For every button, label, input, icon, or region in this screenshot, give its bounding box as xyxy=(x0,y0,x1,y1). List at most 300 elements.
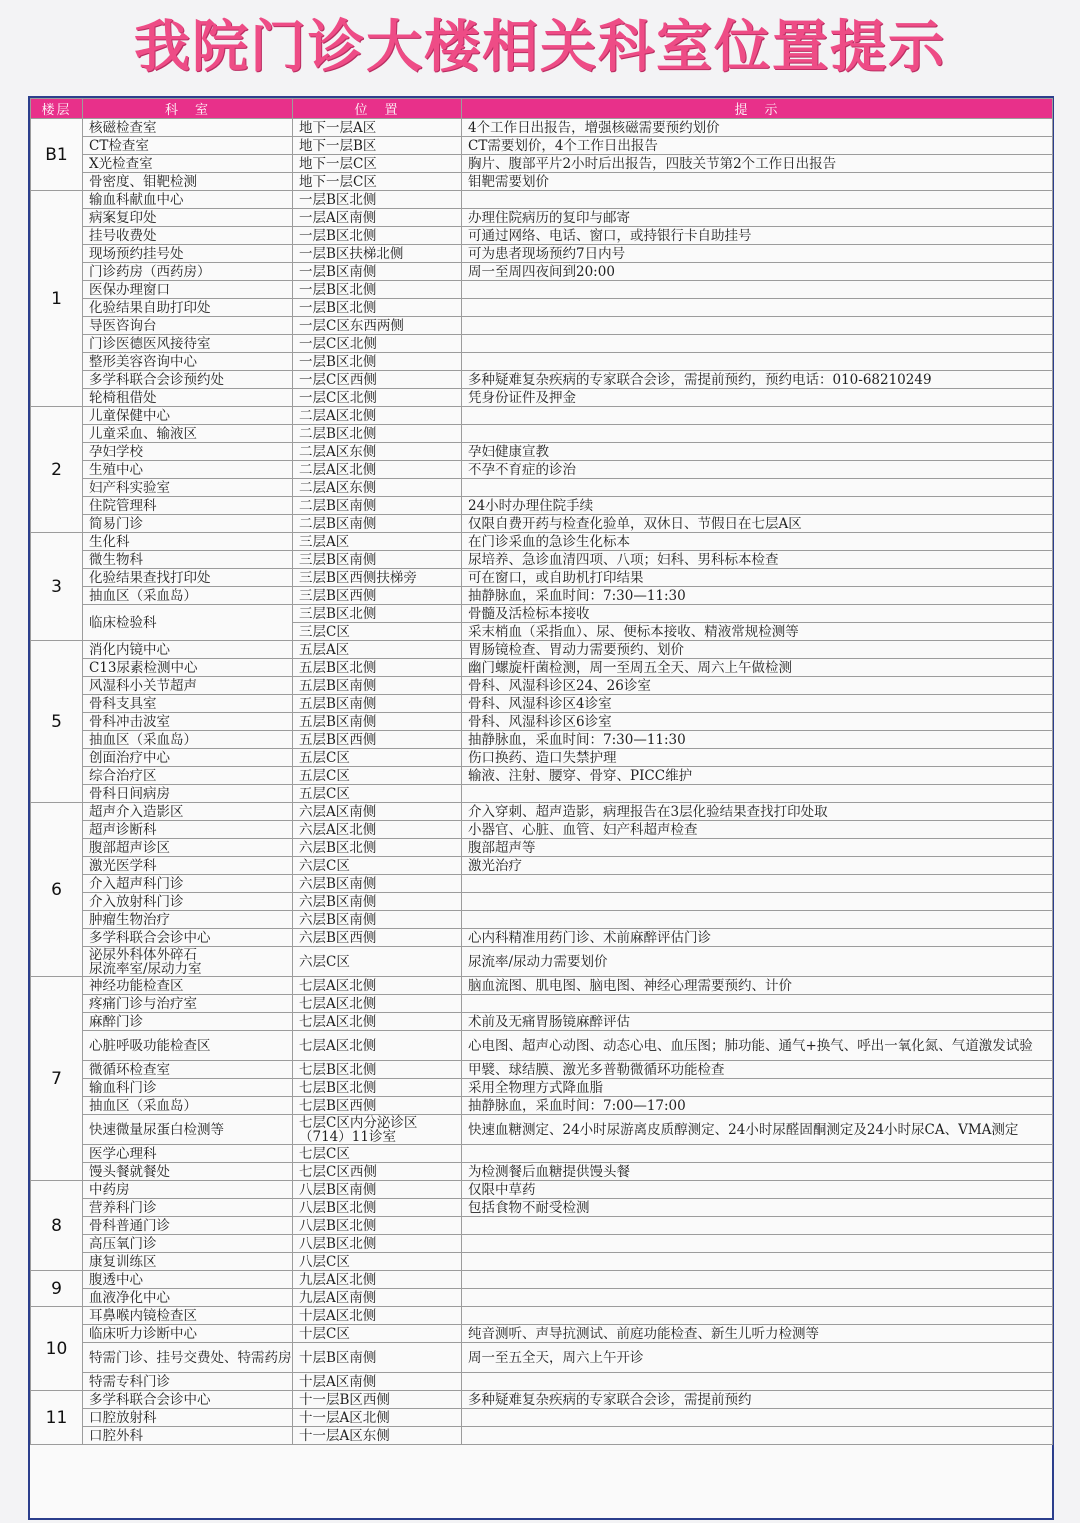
table-row xyxy=(31,407,1053,425)
floor-cell: 7 xyxy=(31,977,83,1181)
location-cell: 六层B区北侧 xyxy=(293,839,462,857)
department-cell: 疼痛门诊与治疗室 xyxy=(83,995,293,1013)
department-cell: 耳鼻喉内镜检查区 xyxy=(83,1307,293,1325)
table-row xyxy=(31,479,1053,497)
location-cell: 六层C区 xyxy=(293,857,462,875)
floor-cell: 6 xyxy=(31,803,83,977)
tip-cell: 骨髓及活检标本接收 xyxy=(462,605,1053,623)
location-cell: 一层B区扶梯北侧 xyxy=(293,245,462,263)
department-cell: 抽血区（采血岛） xyxy=(83,731,293,749)
table-row xyxy=(31,461,1053,479)
department-cell: 综合治疗区 xyxy=(83,767,293,785)
table-row xyxy=(31,929,1053,947)
department-cell: 临床检验科 xyxy=(83,605,293,641)
location-cell: 三层B区南侧 xyxy=(293,551,462,569)
table-row xyxy=(31,677,1053,695)
tip-cell xyxy=(462,1289,1053,1307)
department-cell: 多学科联合会诊中心 xyxy=(83,1391,293,1409)
department-cell: 现场预约挂号处 xyxy=(83,245,293,263)
location-cell: 六层A区北侧 xyxy=(293,821,462,839)
tip-cell xyxy=(462,281,1053,299)
table-row xyxy=(31,1391,1053,1409)
table-header-row xyxy=(31,99,1053,119)
tip-cell: 凭身份证件及押金 xyxy=(462,389,1053,407)
department-cell: 多学科联合会诊中心 xyxy=(83,929,293,947)
table-row xyxy=(31,767,1053,785)
location-cell: 七层C区 xyxy=(293,1145,462,1163)
page-title: 我院门诊大楼相关科室位置提示 xyxy=(134,15,946,80)
location-cell: 一层C区北侧 xyxy=(293,389,462,407)
table-row xyxy=(31,1145,1053,1163)
location-cell: 八层B区北侧 xyxy=(293,1217,462,1235)
location-cell: 六层B区南侧 xyxy=(293,875,462,893)
table-row xyxy=(31,155,1053,173)
department-cell: 医保办理窗口 xyxy=(83,281,293,299)
table-row xyxy=(31,695,1053,713)
location-cell: 五层C区 xyxy=(293,785,462,803)
department-cell: 妇产科实验室 xyxy=(83,479,293,497)
department-cell: 孕妇学校 xyxy=(83,443,293,461)
table-row xyxy=(31,1115,1053,1145)
location-cell: 五层B区西侧 xyxy=(293,731,462,749)
table-row xyxy=(31,317,1053,335)
location-cell: 十层C区 xyxy=(293,1325,462,1343)
tip-cell: 抽静脉血，采血时间：7:30—11:30 xyxy=(462,587,1053,605)
table-row xyxy=(31,605,1053,623)
table-row xyxy=(31,173,1053,191)
table-row xyxy=(31,299,1053,317)
department-cell: 激光医学科 xyxy=(83,857,293,875)
location-cell: 二层A区东侧 xyxy=(293,479,462,497)
department-cell: 抽血区（采血岛） xyxy=(83,1097,293,1115)
tip-cell: CT需要划价，4个工作日出报告 xyxy=(462,137,1053,155)
department-cell: 中药房 xyxy=(83,1181,293,1199)
department-cell: 轮椅租借处 xyxy=(83,389,293,407)
table-row xyxy=(31,1079,1053,1097)
tip-cell: 抽静脉血，采血时间：7:30—11:30 xyxy=(462,731,1053,749)
tip-cell xyxy=(462,1217,1053,1235)
department-cell: 馒头餐就餐处 xyxy=(83,1163,293,1181)
location-cell: 七层C区内分泌诊区（714）11诊室 xyxy=(293,1115,462,1145)
tip-cell: 4个工作日出报告，增强核磁需要预约划价 xyxy=(462,119,1053,137)
department-cell: 住院管理科 xyxy=(83,497,293,515)
tip-cell: 可通过网络、电话、窗口，或持银行卡自助挂号 xyxy=(462,227,1053,245)
table-row xyxy=(31,497,1053,515)
location-cell: 五层A区 xyxy=(293,641,462,659)
table-row xyxy=(31,1013,1053,1031)
table-row xyxy=(31,713,1053,731)
header-department: 科 室 xyxy=(83,99,293,119)
tip-cell: 办理住院病历的复印与邮寄 xyxy=(462,209,1053,227)
tip-cell xyxy=(462,335,1053,353)
table-row xyxy=(31,569,1053,587)
location-cell: 一层B区北侧 xyxy=(293,353,462,371)
table-row xyxy=(31,995,1053,1013)
table-row xyxy=(31,389,1053,407)
tip-cell: 为检测餐后血糖提供馒头餐 xyxy=(462,1163,1053,1181)
tip-cell xyxy=(462,1145,1053,1163)
table-row xyxy=(31,335,1053,353)
floor-cell: 11 xyxy=(31,1391,83,1445)
tip-cell: 激光治疗 xyxy=(462,857,1053,875)
location-cell: 二层A区东侧 xyxy=(293,443,462,461)
location-cell: 七层A区北侧 xyxy=(293,1013,462,1031)
location-cell: 一层B区北侧 xyxy=(293,299,462,317)
department-cell: 超声介入造影区 xyxy=(83,803,293,821)
department-cell: 营养科门诊 xyxy=(83,1199,293,1217)
location-cell: 三层B区西侧 xyxy=(293,587,462,605)
department-cell: 简易门诊 xyxy=(83,515,293,533)
location-cell: 十一层A区东侧 xyxy=(293,1427,462,1445)
table-row xyxy=(31,1373,1053,1391)
department-cell: 腹部超声诊区 xyxy=(83,839,293,857)
tip-cell: 介入穿刺、超声造影，病理报告在3层化验结果查找打印处取 xyxy=(462,803,1053,821)
tip-cell: 输液、注射、腰穿、骨穿、PICC维护 xyxy=(462,767,1053,785)
department-cell: 消化内镜中心 xyxy=(83,641,293,659)
table-row xyxy=(31,839,1053,857)
floor-cell: 10 xyxy=(31,1307,83,1391)
location-cell: 七层B区北侧 xyxy=(293,1079,462,1097)
tip-cell: 伤口换药、造口失禁护理 xyxy=(462,749,1053,767)
table-row xyxy=(31,1343,1053,1373)
location-cell: 八层B区北侧 xyxy=(293,1199,462,1217)
tip-cell: 周一至周四夜间到20:00 xyxy=(462,263,1053,281)
table-row xyxy=(31,947,1053,977)
tip-cell xyxy=(462,1253,1053,1271)
tip-cell: 在门诊采血的急诊生化标本 xyxy=(462,533,1053,551)
location-cell: 七层A区北侧 xyxy=(293,1031,462,1061)
department-cell: 整形美容咨询中心 xyxy=(83,353,293,371)
department-cell: 超声诊断科 xyxy=(83,821,293,839)
department-location-table xyxy=(28,96,1054,1520)
location-cell: 一层C区西侧 xyxy=(293,371,462,389)
floor-cell: 2 xyxy=(31,407,83,533)
tip-cell: 骨科、风湿科诊区4诊室 xyxy=(462,695,1053,713)
tip-cell: 术前及无痛胃肠镜麻醉评估 xyxy=(462,1013,1053,1031)
tip-cell: 胸片、腹部平片2小时后出报告，四肢关节第2个工作日出报告 xyxy=(462,155,1053,173)
tip-cell xyxy=(462,875,1053,893)
location-cell: 一层B区南侧 xyxy=(293,263,462,281)
tip-cell: 甲襞、球结膜、激光多普勒微循环功能检查 xyxy=(462,1061,1053,1079)
tip-cell xyxy=(462,995,1053,1013)
department-cell: 病案复印处 xyxy=(83,209,293,227)
table-row xyxy=(31,1097,1053,1115)
table-row xyxy=(31,1181,1053,1199)
tip-cell xyxy=(462,893,1053,911)
location-cell: 十层B区南侧 xyxy=(293,1343,462,1373)
location-cell: 七层B区北侧 xyxy=(293,1061,462,1079)
location-cell: 五层C区 xyxy=(293,767,462,785)
department-cell: 高压氧门诊 xyxy=(83,1235,293,1253)
floor-cell: B1 xyxy=(31,119,83,191)
department-cell: 生化科 xyxy=(83,533,293,551)
tip-cell xyxy=(462,1373,1053,1391)
table-row xyxy=(31,977,1053,995)
tip-cell xyxy=(462,299,1053,317)
table-row xyxy=(31,587,1053,605)
tip-cell: 采用全物理方式降血脂 xyxy=(462,1079,1053,1097)
location-cell: 三层B区西侧扶梯旁 xyxy=(293,569,462,587)
tip-cell xyxy=(462,425,1053,443)
table-row xyxy=(31,1409,1053,1427)
tip-cell: 骨科、风湿科诊区24、26诊室 xyxy=(462,677,1053,695)
location-cell: 七层C区西侧 xyxy=(293,1163,462,1181)
department-cell: 输血科门诊 xyxy=(83,1079,293,1097)
tip-cell: 可为患者现场预约7日内号 xyxy=(462,245,1053,263)
department-cell: 口腔外科 xyxy=(83,1427,293,1445)
location-cell: 地下一层B区 xyxy=(293,137,462,155)
table-row xyxy=(31,245,1053,263)
tip-cell: 24小时办理住院手续 xyxy=(462,497,1053,515)
department-cell: 骨科支具室 xyxy=(83,695,293,713)
department-cell: 输血科献血中心 xyxy=(83,191,293,209)
tip-cell: 包括食物不耐受检测 xyxy=(462,1199,1053,1217)
department-cell: 特需专科门诊 xyxy=(83,1373,293,1391)
table-row xyxy=(31,1325,1053,1343)
tip-cell: 胃肠镜检查、胃动力需要预约、划价 xyxy=(462,641,1053,659)
location-cell: 五层C区 xyxy=(293,749,462,767)
table-row xyxy=(31,803,1053,821)
location-cell: 二层A区北侧 xyxy=(293,407,462,425)
department-cell: 风湿科小关节超声 xyxy=(83,677,293,695)
tip-cell: 多种疑难复杂疾病的专家联合会诊，需提前预约，预约电话：010-68210249 xyxy=(462,371,1053,389)
table-row xyxy=(31,731,1053,749)
department-cell: 介入超声科门诊 xyxy=(83,875,293,893)
table-row xyxy=(31,515,1053,533)
department-cell: 微循环检查室 xyxy=(83,1061,293,1079)
location-cell: 八层C区 xyxy=(293,1253,462,1271)
floor-cell: 3 xyxy=(31,533,83,641)
location-cell: 一层A区南侧 xyxy=(293,209,462,227)
table-row xyxy=(31,875,1053,893)
department-cell: 骨科普通门诊 xyxy=(83,1217,293,1235)
tip-cell: 尿培养、急诊血清四项、八项；妇科、男科标本检查 xyxy=(462,551,1053,569)
location-cell: 一层B区北侧 xyxy=(293,191,462,209)
tip-cell: 钼靶需要划价 xyxy=(462,173,1053,191)
table-row xyxy=(31,281,1053,299)
location-cell: 六层B区南侧 xyxy=(293,911,462,929)
header-location: 位 置 xyxy=(293,99,462,119)
table-row xyxy=(31,1163,1053,1181)
tip-cell xyxy=(462,785,1053,803)
department-cell: 肿瘤生物治疗 xyxy=(83,911,293,929)
tip-cell: 尿流率/尿动力需要划价 xyxy=(462,947,1053,977)
tip-cell xyxy=(462,1307,1053,1325)
location-cell: 一层C区东西两侧 xyxy=(293,317,462,335)
table-row xyxy=(31,1253,1053,1271)
tip-cell xyxy=(462,911,1053,929)
location-cell: 一层B区北侧 xyxy=(293,281,462,299)
header-floor: 楼层 xyxy=(31,99,83,119)
table-row xyxy=(31,659,1053,677)
tip-cell: 心内科精准用药门诊、术前麻醉评估门诊 xyxy=(462,929,1053,947)
department-cell: 医学心理科 xyxy=(83,1145,293,1163)
table-row xyxy=(31,893,1053,911)
location-cell: 九层A区南侧 xyxy=(293,1289,462,1307)
floor-cell: 8 xyxy=(31,1181,83,1271)
table-row xyxy=(31,119,1053,137)
location-cell: 地下一层A区 xyxy=(293,119,462,137)
location-cell: 三层A区 xyxy=(293,533,462,551)
location-cell: 九层A区北侧 xyxy=(293,1271,462,1289)
table-body xyxy=(31,119,1053,1445)
location-cell: 五层B区北侧 xyxy=(293,659,462,677)
table-row xyxy=(31,641,1053,659)
tip-cell: 多种疑难复杂疾病的专家联合会诊，需提前预约 xyxy=(462,1391,1053,1409)
table-row xyxy=(31,785,1053,803)
location-cell: 六层C区 xyxy=(293,947,462,977)
location-cell: 六层B区西侧 xyxy=(293,929,462,947)
location-cell: 二层B区北侧 xyxy=(293,425,462,443)
location-cell: 二层B区南侧 xyxy=(293,497,462,515)
tip-cell: 脑血流图、肌电图、脑电图、神经心理需要预约、计价 xyxy=(462,977,1053,995)
tip-cell: 快速血糖测定、24小时尿游离皮质醇测定、24小时尿醛固酮测定及24小时尿CA、VMA测定 xyxy=(462,1115,1053,1145)
table-row xyxy=(31,1217,1053,1235)
location-cell: 一层C区北侧 xyxy=(293,335,462,353)
department-cell: 快速微量尿蛋白检测等 xyxy=(83,1115,293,1145)
tip-cell: 小器官、心脏、血管、妇产科超声检查 xyxy=(462,821,1053,839)
location-cell: 三层B区北侧 xyxy=(293,605,462,623)
department-cell: 泌尿外科体外碎石 尿流率室/尿动力室 xyxy=(83,947,293,977)
location-cell: 五层B区南侧 xyxy=(293,677,462,695)
department-cell: 化验结果自助打印处 xyxy=(83,299,293,317)
location-cell: 七层A区北侧 xyxy=(293,995,462,1013)
tip-cell: 骨科、风湿科诊区6诊室 xyxy=(462,713,1053,731)
location-cell: 七层A区北侧 xyxy=(293,977,462,995)
table-row xyxy=(31,1289,1053,1307)
location-cell: 六层A区南侧 xyxy=(293,803,462,821)
department-cell: 骨密度、钼靶检测 xyxy=(83,173,293,191)
department-cell: 核磁检查室 xyxy=(83,119,293,137)
department-cell: 儿童采血、输液区 xyxy=(83,425,293,443)
table-row xyxy=(31,371,1053,389)
location-cell: 八层B区北侧 xyxy=(293,1235,462,1253)
department-cell: X光检查室 xyxy=(83,155,293,173)
tip-cell xyxy=(462,353,1053,371)
location-cell: 二层B区南侧 xyxy=(293,515,462,533)
tip-cell: 仅限自费开药与检查化验单，双休日、节假日在七层A区 xyxy=(462,515,1053,533)
department-cell: 儿童保健中心 xyxy=(83,407,293,425)
tip-cell xyxy=(462,191,1053,209)
location-cell: 十一层B区西侧 xyxy=(293,1391,462,1409)
department-cell: 介入放射科门诊 xyxy=(83,893,293,911)
tip-cell xyxy=(462,1235,1053,1253)
location-cell: 八层B区南侧 xyxy=(293,1181,462,1199)
table-row xyxy=(31,1061,1053,1079)
tip-cell: 孕妇健康宣教 xyxy=(462,443,1053,461)
location-cell: 十层A区北侧 xyxy=(293,1307,462,1325)
tip-cell xyxy=(462,479,1053,497)
department-cell: 门诊药房（西药房） xyxy=(83,263,293,281)
location-cell: 十层A区南侧 xyxy=(293,1373,462,1391)
tip-cell: 采末梢血（采指血）、尿、便标本接收、精液常规检测等 xyxy=(462,623,1053,641)
location-cell: 地下一层C区 xyxy=(293,155,462,173)
tip-cell: 心电图、超声心动图、动态心电、血压图；肺功能、通气+换气、呼出一氧化氮、气道激发试验 xyxy=(462,1031,1053,1061)
table-row xyxy=(31,1307,1053,1325)
department-cell: 化验结果查找打印处 xyxy=(83,569,293,587)
tip-cell: 纯音测听、声导抗测试、前庭功能检查、新生儿听力检测等 xyxy=(462,1325,1053,1343)
location-cell: 五层B区南侧 xyxy=(293,695,462,713)
table-row xyxy=(31,1199,1053,1217)
tip-cell: 抽静脉血，采血时间：7:00—17:00 xyxy=(462,1097,1053,1115)
department-cell: 门诊医德医风接待室 xyxy=(83,335,293,353)
table-row xyxy=(31,749,1053,767)
table-row xyxy=(31,443,1053,461)
department-cell: 骨科冲击波室 xyxy=(83,713,293,731)
department-cell: 特需门诊、挂号交费处、特需药房 xyxy=(83,1343,293,1373)
table-row xyxy=(31,533,1053,551)
location-cell: 十一层A区北侧 xyxy=(293,1409,462,1427)
department-cell: 微生物科 xyxy=(83,551,293,569)
table-row xyxy=(31,1271,1053,1289)
location-cell: 五层B区南侧 xyxy=(293,713,462,731)
tip-cell xyxy=(462,1427,1053,1445)
tip-cell: 周一至五全天，周六上午开诊 xyxy=(462,1343,1053,1373)
department-cell: 康复训练区 xyxy=(83,1253,293,1271)
department-cell: 导医咨询台 xyxy=(83,317,293,335)
department-cell: 临床听力诊断中心 xyxy=(83,1325,293,1343)
department-cell: 抽血区（采血岛） xyxy=(83,587,293,605)
department-cell: 多学科联合会诊预约处 xyxy=(83,371,293,389)
department-cell: CT检查室 xyxy=(83,137,293,155)
location-cell: 地下一层C区 xyxy=(293,173,462,191)
location-cell: 二层A区北侧 xyxy=(293,461,462,479)
location-cell: 三层C区 xyxy=(293,623,462,641)
department-cell: 创面治疗中心 xyxy=(83,749,293,767)
location-cell: 六层B区南侧 xyxy=(293,893,462,911)
department-cell: 腹透中心 xyxy=(83,1271,293,1289)
department-cell: 血液净化中心 xyxy=(83,1289,293,1307)
table-row xyxy=(31,263,1053,281)
tip-cell xyxy=(462,317,1053,335)
department-cell: 神经功能检查区 xyxy=(83,977,293,995)
location-cell: 七层B区西侧 xyxy=(293,1097,462,1115)
table-row xyxy=(31,821,1053,839)
table-row xyxy=(31,353,1053,371)
table-row xyxy=(31,1427,1053,1445)
tip-cell: 可在窗口，或自助机打印结果 xyxy=(462,569,1053,587)
tip-cell: 幽门螺旋杆菌检测，周一至周五全天、周六上午做检测 xyxy=(462,659,1053,677)
table-row xyxy=(31,227,1053,245)
department-cell: 骨科日间病房 xyxy=(83,785,293,803)
table-row xyxy=(31,551,1053,569)
department-cell: 挂号收费处 xyxy=(83,227,293,245)
department-cell: 生殖中心 xyxy=(83,461,293,479)
floor-cell: 9 xyxy=(31,1271,83,1307)
table-row xyxy=(31,857,1053,875)
floor-cell: 5 xyxy=(31,641,83,803)
table-row xyxy=(31,911,1053,929)
table-row xyxy=(31,425,1053,443)
table-row xyxy=(31,1235,1053,1253)
department-cell: 麻醉门诊 xyxy=(83,1013,293,1031)
tip-cell xyxy=(462,1409,1053,1427)
table-row xyxy=(31,191,1053,209)
department-cell: 口腔放射科 xyxy=(83,1409,293,1427)
department-cell: C13尿素检测中心 xyxy=(83,659,293,677)
tip-cell: 不孕不育症的诊治 xyxy=(462,461,1053,479)
tip-cell xyxy=(462,407,1053,425)
table-row xyxy=(31,137,1053,155)
table-row xyxy=(31,209,1053,227)
tip-cell: 仅限中草药 xyxy=(462,1181,1053,1199)
location-cell: 一层B区北侧 xyxy=(293,227,462,245)
tip-cell xyxy=(462,1271,1053,1289)
tip-cell: 腹部超声等 xyxy=(462,839,1053,857)
floor-cell: 1 xyxy=(31,191,83,407)
department-cell: 心脏呼吸功能检查区 xyxy=(83,1031,293,1061)
header-tip: 提 示 xyxy=(462,99,1053,119)
